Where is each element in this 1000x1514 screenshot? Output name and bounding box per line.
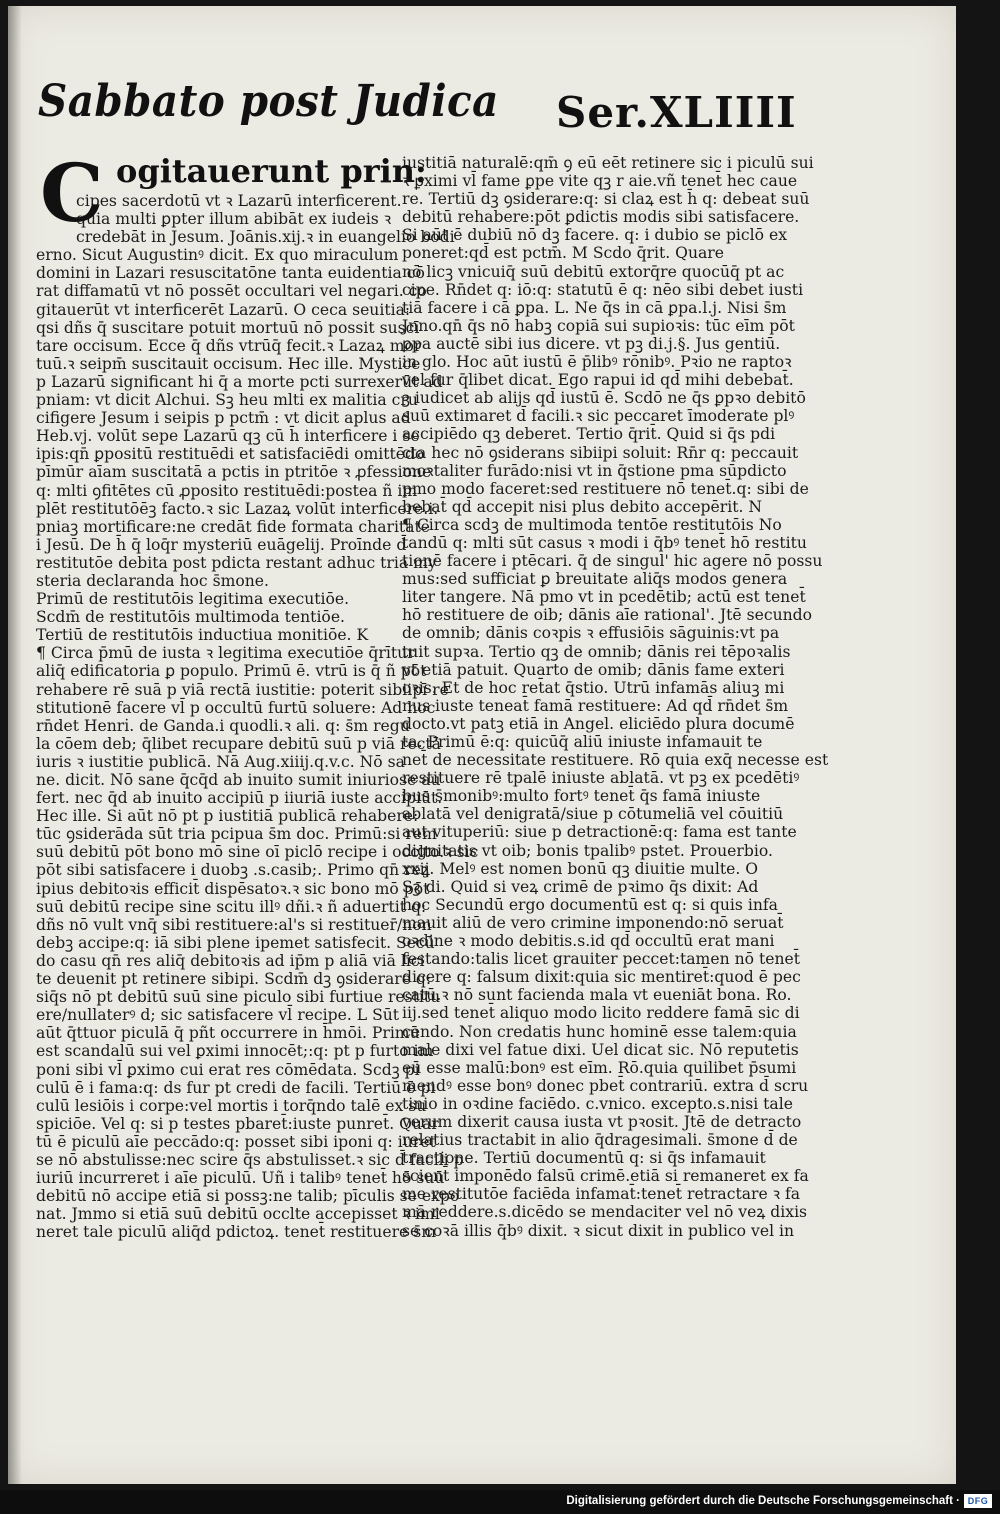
gutter-shadow [8,6,22,1484]
text-line: cipes sacerdotū vt ꝛ Lazarū interficerent. [76,192,402,210]
text-line: domini in Lazari resuscitatōne tanta euidentia cō [36,264,425,283]
text-line: ne. dicit. Nō sane q̄cq̄d ab inuito sumit iniuriose au [36,771,441,789]
text-line: aūt q̄ttuor piculā q̄ pñt occurrere in h̄mōi. Primū [36,1024,420,1043]
text-line: hō restituere de oib; dānis aīe rational'. Jtē secundo [402,606,813,625]
text-line: ipius debitoꝛis efficit̄ dispēsatoꝛ.ꝛ sic bono mō pōt [36,879,430,898]
text-line: aliq̄ edificatoria ꝑ populo. Primū ē. vtrū is q̄ ñ pōt [36,662,427,681]
footer-bar [0,1490,1000,1514]
text-line: Heb.vj. volūt sepe Lazarū qꝫ cū h̄ interficere i se [36,427,420,446]
text-line: tūc ꝯsiderāda sūt tria pcipua s̄m doc. Primū:si rem [36,825,437,844]
text-line: debitū nō accipe etiā si possꝫ:ne talib; pīculis se expo [36,1187,460,1206]
text-line: male dixi vel fatue dixi. Uel dicat sic. Nō reputetis [402,1040,799,1059]
text-line: Tertiū de restitutōis inductiua monitiōe. K [36,626,369,645]
text-line: festando:talis licet grauiter peccet:tamen nō tenet̄ [402,950,800,969]
text-line: catū.ꝛ nō sunt facienda mala vt eueniāt bona. Ro. [402,986,792,1005]
folio-number: Ser.XLIIII [556,88,797,137]
text-line: Hec ille. Si aūt nō pt p iustitiā publicā rehabere: [36,807,419,826]
text-line: se coꝛā illis q̄bꝰ dixit. ꝛ sicut dixit in publico vel in [402,1221,795,1240]
text-line: re. Tertiū dꝫ ꝯsiderare:q: si claꝝ est h̄ q: debeat suū [402,190,810,209]
incipit: ogitauerunt prin: [116,152,427,190]
text-line: i Jesū. De h̄ q̄ loq̄r mysteriū euāgelij. Proīnde d̄ [36,535,407,554]
text-line: siq̄s nō pt debitū suū sine piculo sibi furtiue restitu [36,988,441,1007]
left-column-text [36,246,479,1242]
text-line: est scandalū sui vel ꝑximi innocēt;:q: pt p furto im [36,1042,434,1061]
text-line: moꝛtaliter furādo:nisi vt in q̄stione pma sūpdicto [402,461,787,480]
text-line: nat. Jmmo si etiā suū debitū occlte accepisset ꝛ imi [36,1205,440,1224]
text-line: erno. Sicut Augustinꝰ dicit. Ex quo miraculum [36,246,399,265]
text-line: oꝛis. Et de hoc ret̄at q̄stio. Utrū infamās aliuꝫ mi [402,678,785,697]
text-line: pniaꝫ mortificare:ne credāt fide formata charitate [36,517,430,536]
text-line: Jnno.qn̄ q̄s nō habꝫ copiā sui supioꝛis: tūc eīm pōt [402,316,795,335]
text-line: Primū de restitutōis legitima executiōe. [36,590,350,609]
text-line: iuriū incurreret i aīe piculū. Uñ i talibꝰ tenet̄ hō suū [36,1169,445,1188]
text-line: aut vituperiū: siue p detractionē:q: fama est tante [402,823,797,842]
text-line: tandū q: mlti sūt casus ꝛ modi i q̄bꝰ tenet̄ hō restitu [402,533,807,552]
text-line: dñs nō vult vnq̄ sibi restituere:al's si restituer̄/non [36,915,432,934]
text-line: tractione. Tertiū documentū q: si q̄s infamauit [402,1149,766,1168]
text-line: iuris ꝛ iustitie publicā. Nā Aug.xiiij.q.v.c. Nō sa [36,752,405,771]
text-line: steria declaranda hoc s̄mone. [36,571,269,590]
book-page [8,6,956,1484]
text-line: stitutionē facere vl̄ p occultū furtū soluere: Ad hoc [36,698,436,717]
text-line: scient̄ imponēdo falsū crimē.etiā si remaneret ex fa [402,1167,809,1186]
text-line: restitutōe debita post pdicta restant adhuc tria my [36,553,437,572]
text-line: poneret:qd̄ est pctm̄. M Scdo q̄rit. Quare [402,244,724,263]
text-line: mauit aliū de vero crimine imponendo:nō seruat̄ [402,913,784,932]
text-line: tinio in oꝛdine faciēdo. c.vnico. excepto.s.nisi tale [402,1094,793,1113]
text-line: q: mlti ꝯfitētes cū ꝓposito restituēdi:postea ñ im [36,481,418,500]
text-line: verum dixerit causa iusta vt pꝛosit. Jtē de detracto [402,1112,802,1131]
text-line: debꝫ accipe:q: iā sibi plene ipemet satisfecit. Secū [36,933,435,952]
text-line: tiā facere i cā ꝑpa. L. Ne q̄s in cā ꝑpa.l.j. Nisi s̄m [402,298,787,317]
text-line: eū esse malū:bonꝰ est eīm. Rō.quia quilibet p̄sumi [402,1058,797,1077]
text-line: te deuenit pt retinere sibipi. Scdm̄ dꝫ ꝯsiderare q: [36,970,432,989]
text-line: ꝑpa auctē sibi ius dicere. vt pꝫ di.j.§. Jus gentiū. [402,334,781,353]
text-line: Sꝫ di. Quid si veꝝ crimē de pꝛimo q̄s dixit: Ad [402,877,759,896]
text-line: pmo modo faceret:sed restituere nō tenet̄.q: sibi de [402,479,809,498]
text-line: xxij. Melꝰ est nomen bonū qꝫ diuitie multe. O [402,859,759,878]
funding-credit: Digitalisierung gefördert durch die Deutsche Forschungsgemeinschaft · [566,1495,960,1507]
text-line: do casu qn̄ res aliq̄ debitoꝛis ad ip̄m p aliā viā lici [36,951,425,970]
text-line: culū ē i fama:q: ds fur pt credi de facili. Tertiū ē pi [36,1078,436,1097]
text-line: relatius tractabit in alio q̄dragesimali. s̄mone d̄ de [402,1131,798,1150]
right-column-text [402,154,829,1240]
text-line: tū ē piculū aīe peccādo:q: posset sibi iponi q: iuret [36,1132,436,1151]
text-line: fert. nec q̄d ab inuito accipiū p iiuriā iuste accipiūt. [36,789,443,808]
text-line: rehabere rē suā p viā rectā iustitie: poterit sibiipī re [36,680,449,699]
text-line: de omnib; dānis coꝛpis ꝛ effusiōis sāguinis:vt pa [402,624,780,643]
text-line: oꝛdine ꝛ modo debitis.s.id qd̄ occultū erat mani [402,932,775,951]
text-line: restituere rē tpalē iniuste ablatā. vt pꝫ ex pcedētiꝰ [402,769,800,788]
text-line: qsi dñs q̄ suscitare potuit mortuū nō possit suscī [36,318,420,337]
text-line: net̄ de necessitate restituere. Rō quia exq̄ necesse est [402,751,829,770]
text-line: gitauerūt vt interficerēt Lazarū. O ceca seuitia: [36,300,411,319]
text-line: bebat̄ qd̄ accepit nisi plus debito accepērit. N [402,497,763,516]
text-line: rat diffamatū vt nō possēt occultari vel negari. co [36,282,427,301]
text-line: cendo. Non credatis hunc hominē esse talem:quia [402,1022,797,1041]
dfg-logo-icon: DFG [964,1494,992,1508]
text-line: culū lesiōis i corpe:vel mortis i torq̄ndo talē ex su [36,1096,427,1115]
running-head: Sabbato post Judica [38,76,499,127]
text-line: mus:sed sufficiat ꝑ breuitate aliq̄s modos genera [402,570,788,589]
text-line: rn̄det Henri̇. de Ganda.i quodli.ꝛ ali. q: s̄m regu [36,716,410,735]
text-line: suū debitū pōt bono mō sine oī piclō recipe i occlto.ꝛ sic [36,843,479,862]
text-line: credebāt in Jesum. Joānis.xij.ꝛ in euangelio bodi [76,228,455,247]
text-line: tuit supꝛa. Tertio qꝫ de omnib; dānis rei tēpoꝛalis [402,642,791,661]
text-line: suū extimaret d̄ facili.ꝛ sic peccaret īmoderate plꝰ [402,407,795,426]
text-line: Si aūt ē dubiū nō dꝫ facere. q: i dubio se piclō ex [402,226,788,245]
text-line: p Lazarū significant hi q̄ a morte pcti surrexerūt ad [36,372,443,391]
text-line: vel fur q̄libet dicat. Ego rapui id qd̄ mihi debebat̄. [402,371,794,390]
text-line: ipis:qn̄ ꝑpositū restituēdi et satisfaciēdi omittēdo [36,445,425,464]
text-line: plēt restitutōēꝫ facto.ꝛ sic Lazaꝝ volūt interficere.i. [36,499,439,518]
text-line: docto.vt patꝫ etiā in Angel. eliciēdo plura documē [402,714,795,733]
text-line: tare occisum. Ecce q̄ dñs vtrūq̄ fecit.ꝛ Lazaꝝ mor [36,336,422,355]
right-column [402,154,829,1240]
text-line: ꝛ ꝑximi vl̄ fame ꝑpe vite qꝫ r aie.vñ tenet̄ hec caue [402,172,798,191]
left-column [36,146,479,1242]
text-line: bus s̄monibꝰ:multo fortꝰ tenet̄ q̄s famā iniuste [402,787,761,806]
text-line: ꝫ iudicet ab alijs qd̄ iustū ē. Scdō ne q̄s ꝑpꝛo debitō [402,389,806,408]
text-line: hoc Secundū ergo documentū est q: si quis infa [402,895,778,914]
text-line: la cōem deb; q̄libet recupare debitū suū p viā rectā [36,734,441,753]
text-line: pōt sibi satisfacere i duobꝫ .s.casib;. Primo qn̄ reꝝ [36,861,430,880]
text-line: me restitutōe faciēda infamat̄:tenet̄ retractare ꝛ fa [402,1185,801,1204]
text-line: iij.sed tenet̄ aliquo modo licito reddere famā sic di [402,1004,800,1023]
text-line: dicere q: falsum dixit:quia sic mentiret̄:quod ē pec [402,968,801,987]
text-line: ¶ Circa p̄mū de iusta ꝛ legitima executiōe q̄rītur [36,644,415,663]
text-line: accipiēdo qꝫ deberet. Tertio q̄rit̄. Quid si q̄s pdi [402,425,776,444]
text-line: ta. Primū ē:q: quicūq̄ aliū iniuste infamauit te [402,733,763,751]
text-line: cta hec nō ꝯsiderans sibiipi soluit: Rn̄r q: peccauit [402,443,799,462]
text-line: debitū rehabere:pōt ꝑdictis modis sibi satisfacere. [402,208,800,227]
text-line: tuū.ꝛ seipm̄ suscitauit occisum. Hec ille. Mystice [36,354,421,373]
text-line: ere/nullaterꝰ d; sic satisfacere vl̄ recipe. L Sūt [36,1006,400,1025]
text-line: liter tangere. Nā pmo vt in pcedētib; actū est tenet̄ [402,588,806,607]
text-line: Scdm̄ de restitutōis multimoda tentiōe. [36,608,346,627]
text-line: cipe. Rn̄det q: iō:q: statutū ē q: nēo sibi debet iusti [402,280,804,299]
text-line: nus iuste teneat̄ famā restituere: Ad qd̄ rn̄det s̄m [402,696,789,715]
text-line: pniam: vt dicit Alchui. Sꝫ heu mlti ex malitia cru [36,391,418,410]
text-line: suū debitū recipe sine scitu illꝰ dñi.ꝛ ñ aduertit q: [36,897,427,916]
text-line: tionē facere i ptēcari. q̄ de singul' hic agere nō possu [402,552,823,571]
text-line: vt etiā patuit. Quarto de omib; dānis fame exteri [402,660,785,679]
text-line: pīmūr aīam suscitatā a pctis in ptritōe ꝛ ꝓfessione [36,463,432,482]
text-line: quia multi ꝑpter illum abibāt ex iudeis ꝛ [76,210,392,229]
text-line: spiciōe. Vel q: si p testes pbaret̄:iuste punret̄. Quar [36,1114,439,1133]
text-line: cifigere Jesum i seipis p pctm̄ : vt dicit aplus ad [36,409,411,428]
text-line: in glo. Hoc aūt iustū ē p̄libꝰ rōnibꝰ. Pꝛio ne raptoꝛ [402,353,792,372]
text-line: dignitatis vt oib; bonis tpalibꝰ pstet. Prouerbio. [402,841,773,860]
text-line: poni sibi vl̄ ꝑximo cui erat res cōmēdata. Scdꝫ pi [36,1060,420,1079]
decorated-initial: C [40,146,104,240]
text-line: se nō abstulisse:nec scire q̄s abstulisset.ꝛ sic d̄ facili p [36,1150,464,1169]
text-line: mendꝰ esse bonꝰ donec pbet̄ contrariū. extra d̄ scru [402,1076,809,1095]
text-line: iustitiā naturalē:qm̄ ꝯ eū eēt retinere sic i piculū sui [402,154,814,172]
text-line: neret tale piculū aliq̄d pdictoꝝ. tenet̄ restituere s̄m [36,1223,436,1242]
text-line: mā reddere.s.dicēdo se mendaciter vel nō veꝝ dixis [402,1203,808,1222]
text-line: ablatā vel denigratā/siue p cōtumeliā vel cōuitiū [402,805,784,824]
text-line: ¶ Circa scdꝫ de multimoda tentōe restitutōis No [402,515,782,534]
text-line: nō licꝫ vnicuiq̄ suū debitū extorq̄re quocūq̄ pt ac [402,262,785,281]
